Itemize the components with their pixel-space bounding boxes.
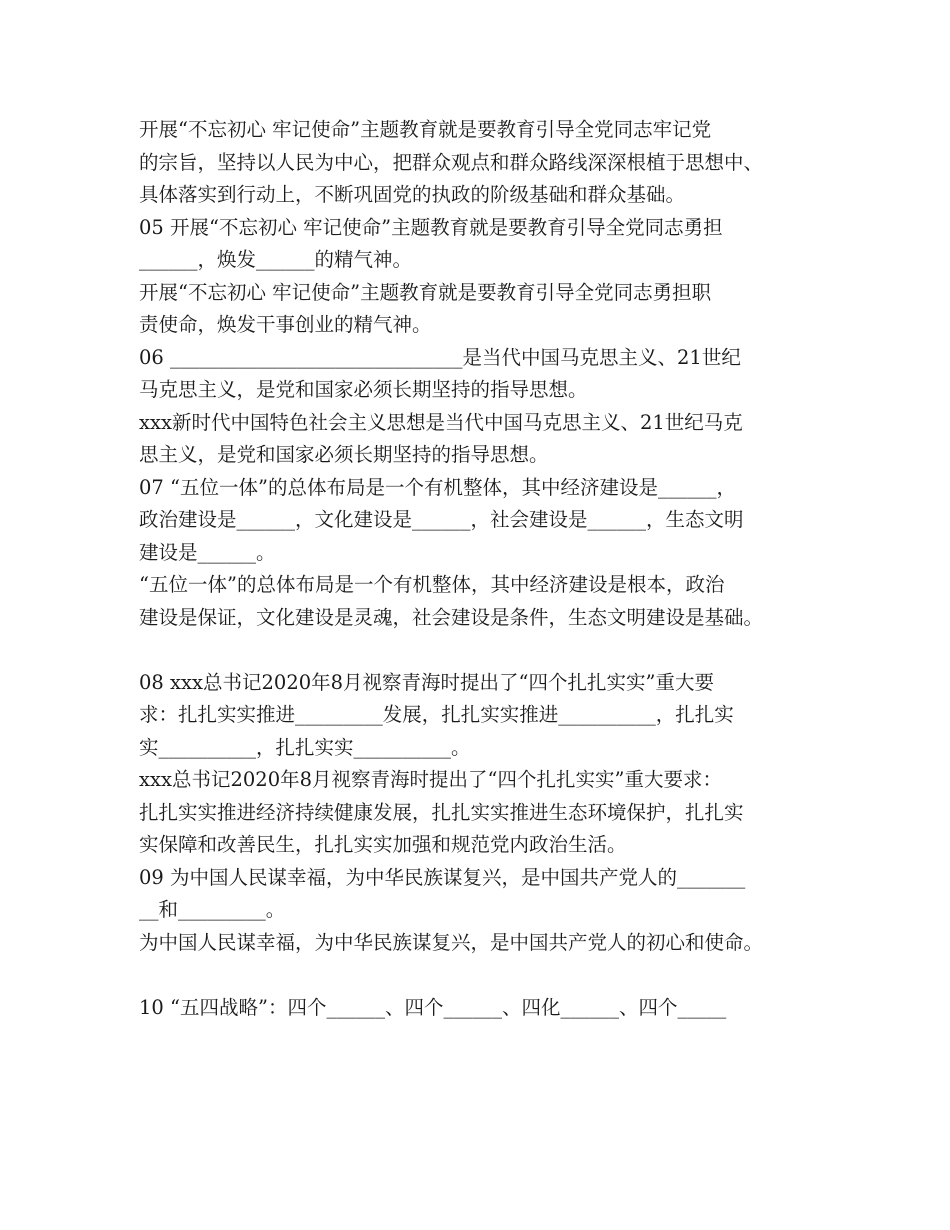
- document-body: [139, 114, 829, 1024]
- text-line: 思主义，是党和国家必须长期坚持的指导思想。: [139, 443, 549, 466]
- text-line: __和_________。: [139, 898, 286, 921]
- answer-07-line: “五位一体”的总体布局是一个有机整体，其中经济建设是根本，政治: [139, 573, 725, 596]
- question-10-line: 10 “五四战略”：四个______、四个______、四化______、四个_____: [139, 995, 727, 1019]
- question-07-line: 07 “五位一体”的总体布局是一个有机整体，其中经济建设是______，: [139, 475, 736, 499]
- question-05-line: 05 开展“不忘初心 牢记使命”主题教育就是要教育引导全党同志勇担: [139, 215, 723, 239]
- question-08-line: 08 xxx总书记2020年8月视察青海时提出了“四个扎扎实实”重大要: [139, 670, 714, 694]
- question-09-line: 09 为中国人民谋幸福，为中华民族谋复兴，是中国共产党人的_______: [139, 865, 746, 889]
- answer-08-line: xxx总书记2020年8月视察青海时提出了“四个扎扎实实”重大要求：: [139, 768, 722, 791]
- answer-05-line: 开展“不忘初心 牢记使命”主题教育就是要教育引导全党同志勇担职: [139, 280, 712, 304]
- text-line: 扎扎实实推进经济持续健康发展，扎扎实实推进生态环境保护，扎扎实: [139, 800, 744, 824]
- answer-09-line: 为中国人民谋幸福，为中华民族谋复兴，是中国共产党人的初心和使命。: [139, 930, 764, 954]
- blank-line: [139, 959, 829, 992]
- answer-06-line: xxx新时代中国特色社会主义思想是当代中国马克思主义、21世纪马克: [139, 410, 743, 434]
- text-line: 求：扎扎实实推进_________发展，扎扎实实推进__________，扎扎实: [139, 703, 734, 726]
- text-line: ______，焕发______的精气神。: [139, 248, 413, 271]
- text-line: 马克思主义，是党和国家必须长期坚持的指导思想。: [139, 378, 588, 401]
- blank-line: [139, 634, 829, 667]
- text-line: 政治建设是______，文化建设是______，社会建设是______，生态文明: [139, 508, 744, 531]
- text-line: 责使命，焕发干事创业的精气神。: [139, 313, 432, 336]
- text-line: 开展“不忘初心 牢记使命”主题教育就是要教育引导全党同志牢记党: [139, 118, 712, 141]
- text-line: 的宗旨，坚持以人民为中心，把群众观点和群众路线深深根植于思想中、: [139, 150, 764, 174]
- text-line: 建设是______。: [139, 540, 276, 564]
- text-line: 实__________，扎扎实实__________。: [139, 735, 471, 759]
- question-06-line: 06 ______________________________是当代中国马克思主义、21世纪: [139, 345, 741, 369]
- text-line: 实保障和改善民生，扎扎实实加强和规范党内政治生活。: [139, 833, 627, 856]
- text-line: 具体落实到行动上，不断巩固党的执政的阶级基础和群众基础。: [139, 183, 686, 206]
- text-line: 建设是保证，文化建设是灵魂，社会建设是条件，生态文明建设是基础。: [139, 605, 764, 629]
